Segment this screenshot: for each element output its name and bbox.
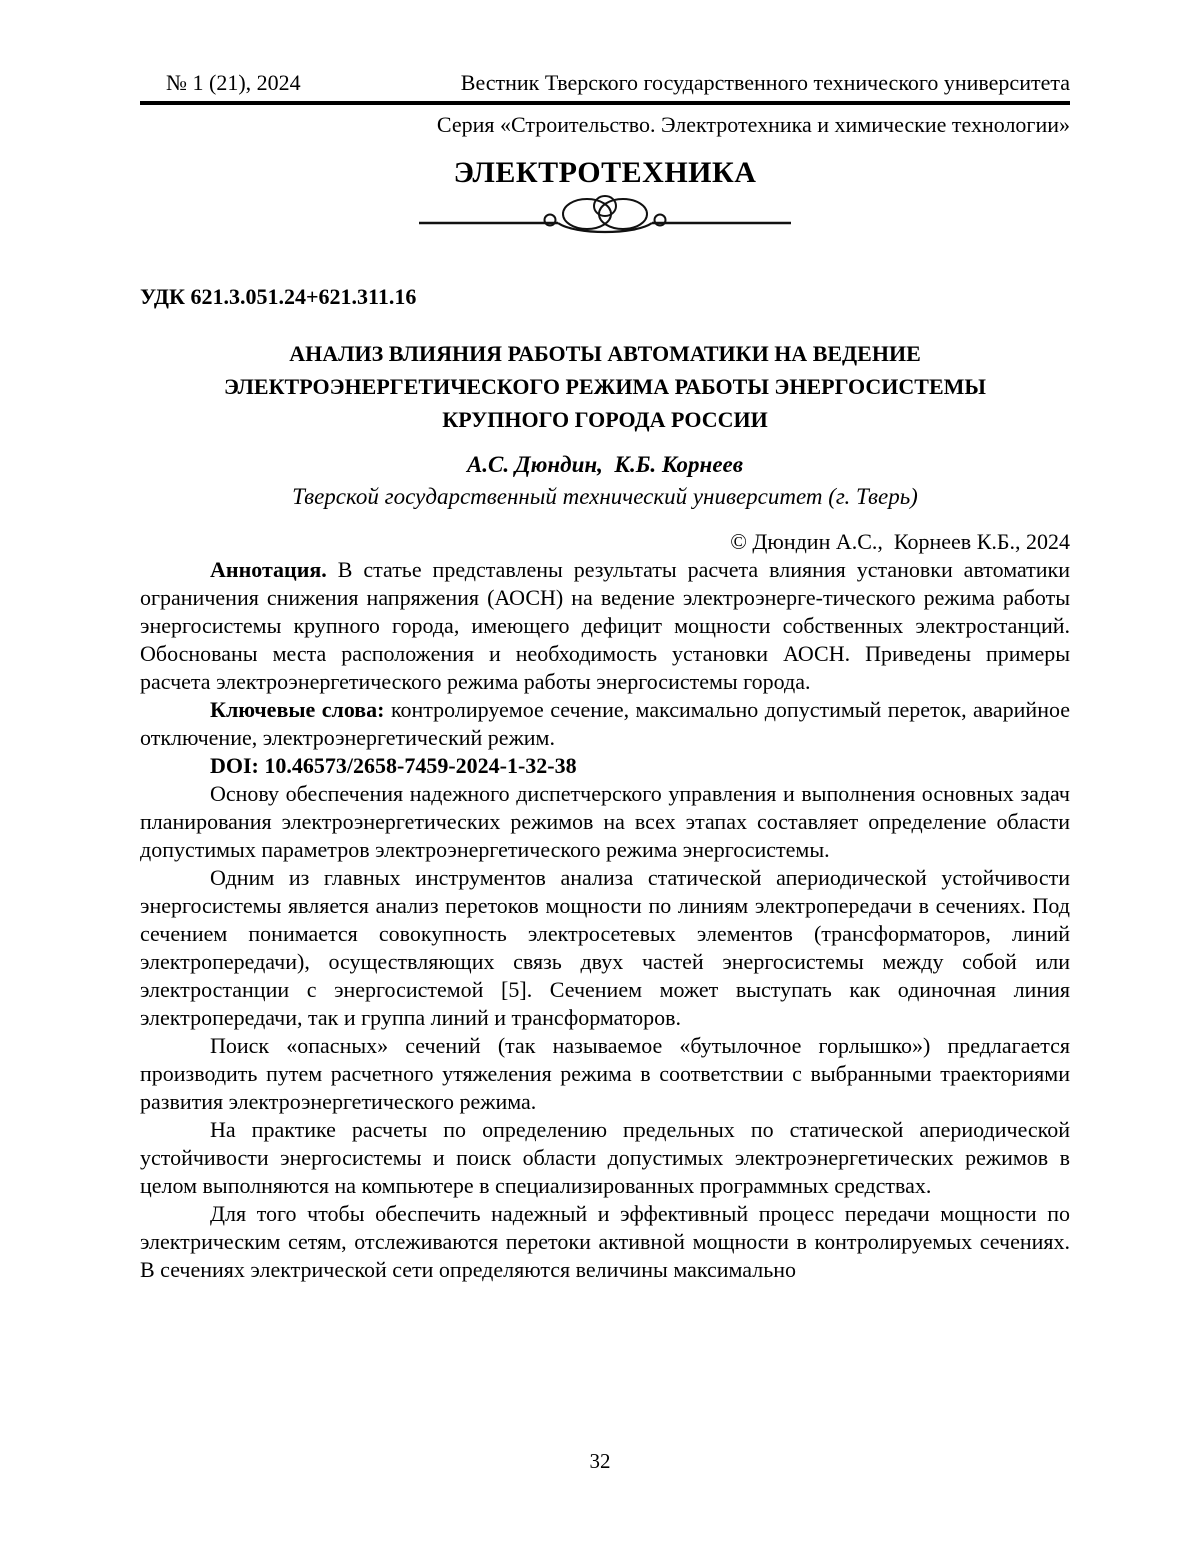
article-title-line: КРУПНОГО ГОРОДА РОССИИ xyxy=(442,407,768,432)
journal-title: Вестник Тверского государственного технического университета xyxy=(460,70,1070,95)
journal-issue: № 1 (21), 2024 xyxy=(166,70,301,95)
keywords-paragraph xyxy=(140,696,1070,752)
article-title xyxy=(140,337,1070,436)
body-paragraph: Основу обеспечения надежного диспетчерского управления и выполнения основных задач планирования электроэнергетических режимов на всех этапах составляет определение области допустимых параметров электроэнергетического режима энергосистемы. xyxy=(140,781,1070,862)
abstract-text: В статье представлены результаты расчета влияния установки автоматики ограничения снижения напряжения (АОСН) на ведение электроэнерге-тического режима работы энергосистемы крупного города, имеющего дефицит мощности собственных электростанций. Обоснованы места расположения и необходимость установки АОСН. Приведены примеры расчета электроэнергетического режима работы энергосистемы города. xyxy=(140,557,1071,694)
body-paragraph: На практике расчеты по определению предельных по статической апериодической устойчивости энергосистемы и поиск области допустимых электроэнергетических режимов в целом выполняются на компьютере в специализированных программных средствах. xyxy=(140,1117,1070,1198)
abstract-paragraph xyxy=(140,556,1070,696)
copyright-notice: © Дюндин А.С., Корнеев К.Б., 2024 xyxy=(730,529,1070,554)
journal-series: Серия «Строительство. Электротехника и химические технологии» xyxy=(436,112,1070,137)
body-paragraph: Одним из главных инструментов анализа статической апериодической устойчивости энергосистемы является анализ перетоков мощности по линиям электропередачи в сечениях. Под сечением понимается совокупность электросетевых элементов (трансформаторов, линий электропередачи), осуществляющих связь двух частей энергосистемы между собой или электростанции с энергосистемой [5]. Сечением может выступать как одиночная линия электропередачи, так и группа линий и трансформаторов. xyxy=(140,865,1070,1030)
page-number: 32 xyxy=(589,1449,611,1473)
keywords-text: контролируемое сечение, максимально допустимый переток, аварийное отключение, электроэнергетический режим. xyxy=(140,697,1071,750)
body-paragraph: Поиск «опасных» сечений (так называемое «бутылочное горлышко») предлагается производить путем расчетного утяжеления режима в соответствии с выбранными траекториями развития электроэнергетического режима. xyxy=(140,1033,1070,1114)
keywords-label: Ключевые слова: xyxy=(210,697,385,722)
doi-line: DOI: 10.46573/2658-7459-2024-1-32-38 xyxy=(210,753,577,778)
article-affiliation: Тверской государственный технический университет (г. Тверь) xyxy=(292,484,918,509)
journal-header xyxy=(140,0,1070,105)
body-paragraph: Для того чтобы обеспечить надежный и эффективный процесс передачи мощности по электрическим сетям, отслеживаются перетоки активной мощности в контролируемых сечениях. В сечениях электрической сети определяются величины максимально xyxy=(140,1201,1070,1282)
article-authors: А.С. Дюндин, К.Б. Корнеев xyxy=(466,452,744,477)
article-title-line: ЭЛЕКТРОЭНЕРГЕТИЧЕСКОГО РЕЖИМА РАБОТЫ ЭНЕРГОСИСТЕМЫ xyxy=(223,374,987,399)
section-title: ЭЛЕКТРОТЕХНИКА xyxy=(453,156,757,189)
article-title-line: АНАЛИЗ ВЛИЯНИЯ РАБОТЫ АВТОМАТИКИ НА ВЕДЕНИЕ xyxy=(289,341,921,366)
abstract-label: Аннотация. xyxy=(210,557,327,582)
udc-code: УДК 621.3.051.24+621.311.16 xyxy=(140,284,417,309)
flourish-divider-icon xyxy=(140,195,1070,243)
